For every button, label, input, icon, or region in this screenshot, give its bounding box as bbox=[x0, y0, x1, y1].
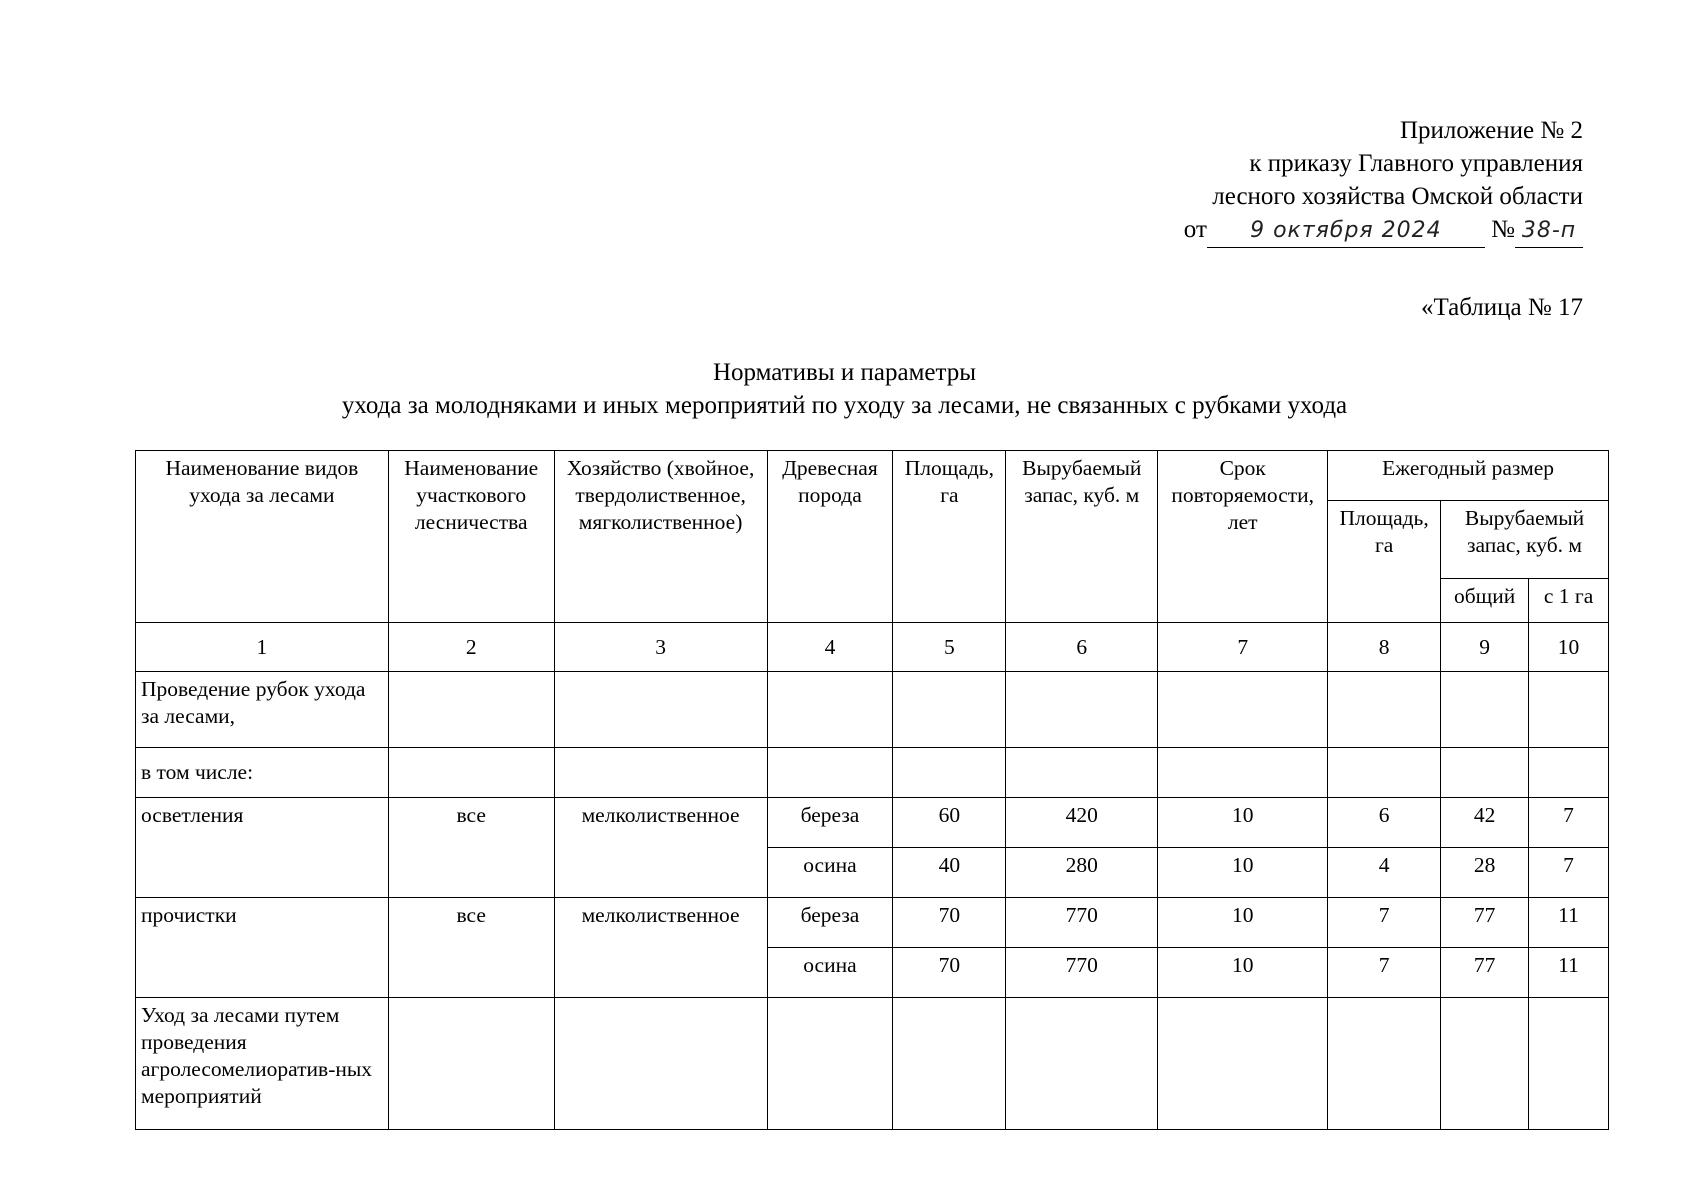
row-annual-per-ha: 7 bbox=[1529, 798, 1609, 848]
row-period: 10 bbox=[1158, 898, 1328, 948]
col-number: 6 bbox=[1006, 623, 1158, 672]
row-farm: мелколиственное bbox=[554, 898, 767, 998]
row-species: осина bbox=[767, 948, 893, 998]
section-sub: в том числе: bbox=[136, 748, 389, 798]
row-type: прочистки bbox=[136, 898, 389, 998]
row-farm: мелколиственное bbox=[554, 798, 767, 898]
header-annual: Ежегодный размер bbox=[1328, 451, 1609, 501]
handwritten-date: 9 октября 2024 bbox=[1207, 214, 1485, 248]
row-annual-per-ha: 7 bbox=[1529, 848, 1609, 898]
section-agroforestry: Уход за лесами путем проведения агролесомелиоратив-ных мероприятий bbox=[136, 998, 389, 1130]
col-number: 8 bbox=[1328, 623, 1441, 672]
appendix-date-line bbox=[1184, 213, 1583, 248]
col-number: 7 bbox=[1158, 623, 1328, 672]
row-annual-area: 7 bbox=[1328, 948, 1441, 998]
header-species: Древесная порода bbox=[767, 451, 893, 623]
row-annual-area: 6 bbox=[1328, 798, 1441, 848]
col-number: 10 bbox=[1529, 623, 1609, 672]
header-annual-area: Площадь, га bbox=[1328, 501, 1441, 623]
row-annual-total: 42 bbox=[1441, 798, 1529, 848]
row-volume: 420 bbox=[1006, 798, 1158, 848]
row-annual-area: 4 bbox=[1328, 848, 1441, 898]
table-row bbox=[136, 898, 1609, 948]
row-forestry: все bbox=[388, 898, 554, 998]
row-period: 10 bbox=[1158, 798, 1328, 848]
row-type: осветления bbox=[136, 798, 389, 898]
table-row bbox=[136, 998, 1609, 1130]
table-row bbox=[136, 798, 1609, 848]
table-row bbox=[136, 748, 1609, 798]
row-annual-total: 28 bbox=[1441, 848, 1529, 898]
table-row bbox=[136, 672, 1609, 748]
appendix-block bbox=[1184, 114, 1583, 248]
appendix-authority: лесного хозяйства Омской области bbox=[1212, 183, 1583, 210]
appendix-order-ref: к приказу Главного управления bbox=[1249, 150, 1583, 177]
section-thinning: Проведение рубок ухода за лесами, bbox=[136, 672, 389, 748]
row-area: 70 bbox=[893, 948, 1006, 998]
row-annual-total: 77 bbox=[1441, 898, 1529, 948]
row-period: 10 bbox=[1158, 948, 1328, 998]
row-volume: 280 bbox=[1006, 848, 1158, 898]
row-species: осина bbox=[767, 848, 893, 898]
row-forestry: все bbox=[388, 798, 554, 898]
col-number: 2 bbox=[388, 623, 554, 672]
row-volume: 770 bbox=[1006, 948, 1158, 998]
row-area: 70 bbox=[893, 898, 1006, 948]
header-volume: Вырубаемый запас, куб. м bbox=[1006, 451, 1158, 623]
col-number: 9 bbox=[1441, 623, 1529, 672]
appendix-title: Приложение № 2 bbox=[1399, 117, 1583, 144]
column-numbers-row bbox=[136, 623, 1609, 672]
header-annual-total: общий bbox=[1441, 579, 1529, 623]
col-number: 5 bbox=[893, 623, 1006, 672]
header-forestry: Наименование участкового лесничества bbox=[388, 451, 554, 623]
row-period: 10 bbox=[1158, 848, 1328, 898]
row-area: 40 bbox=[893, 848, 1006, 898]
title-line-1: Нормативы и параметры bbox=[712, 359, 977, 386]
header-type: Наименование видов ухода за лесами bbox=[136, 451, 389, 623]
table-number: «Таблица № 17 bbox=[1420, 294, 1583, 321]
header-annual-volume: Вырубаемый запас, куб. м bbox=[1441, 501, 1609, 579]
handwritten-number: 38-п bbox=[1515, 214, 1583, 248]
header-annual-per-ha: с 1 га bbox=[1529, 579, 1609, 623]
row-volume: 770 bbox=[1006, 898, 1158, 948]
header-period: Срок повторяемости, лет bbox=[1158, 451, 1328, 623]
row-area: 60 bbox=[893, 798, 1006, 848]
row-species: береза bbox=[767, 898, 893, 948]
header-area: Площадь, га bbox=[893, 451, 1006, 623]
from-label: от bbox=[1183, 216, 1207, 243]
document-title bbox=[0, 356, 1689, 422]
row-annual-area: 7 bbox=[1328, 898, 1441, 948]
row-annual-total: 77 bbox=[1441, 948, 1529, 998]
col-number: 4 bbox=[767, 623, 893, 672]
row-annual-per-ha: 11 bbox=[1529, 948, 1609, 998]
col-number: 3 bbox=[554, 623, 767, 672]
col-number: 1 bbox=[136, 623, 389, 672]
title-line-2: ухода за молодняками и иных мероприятий по уходу за лесами, не связанных с рубками ухода bbox=[341, 392, 1348, 419]
number-label: № bbox=[1491, 216, 1515, 243]
norms-table bbox=[135, 450, 1609, 1130]
row-annual-per-ha: 11 bbox=[1529, 898, 1609, 948]
header-farm: Хозяйство (хвойное, твердолиственное, мягколиственное) bbox=[554, 451, 767, 623]
row-species: береза bbox=[767, 798, 893, 848]
